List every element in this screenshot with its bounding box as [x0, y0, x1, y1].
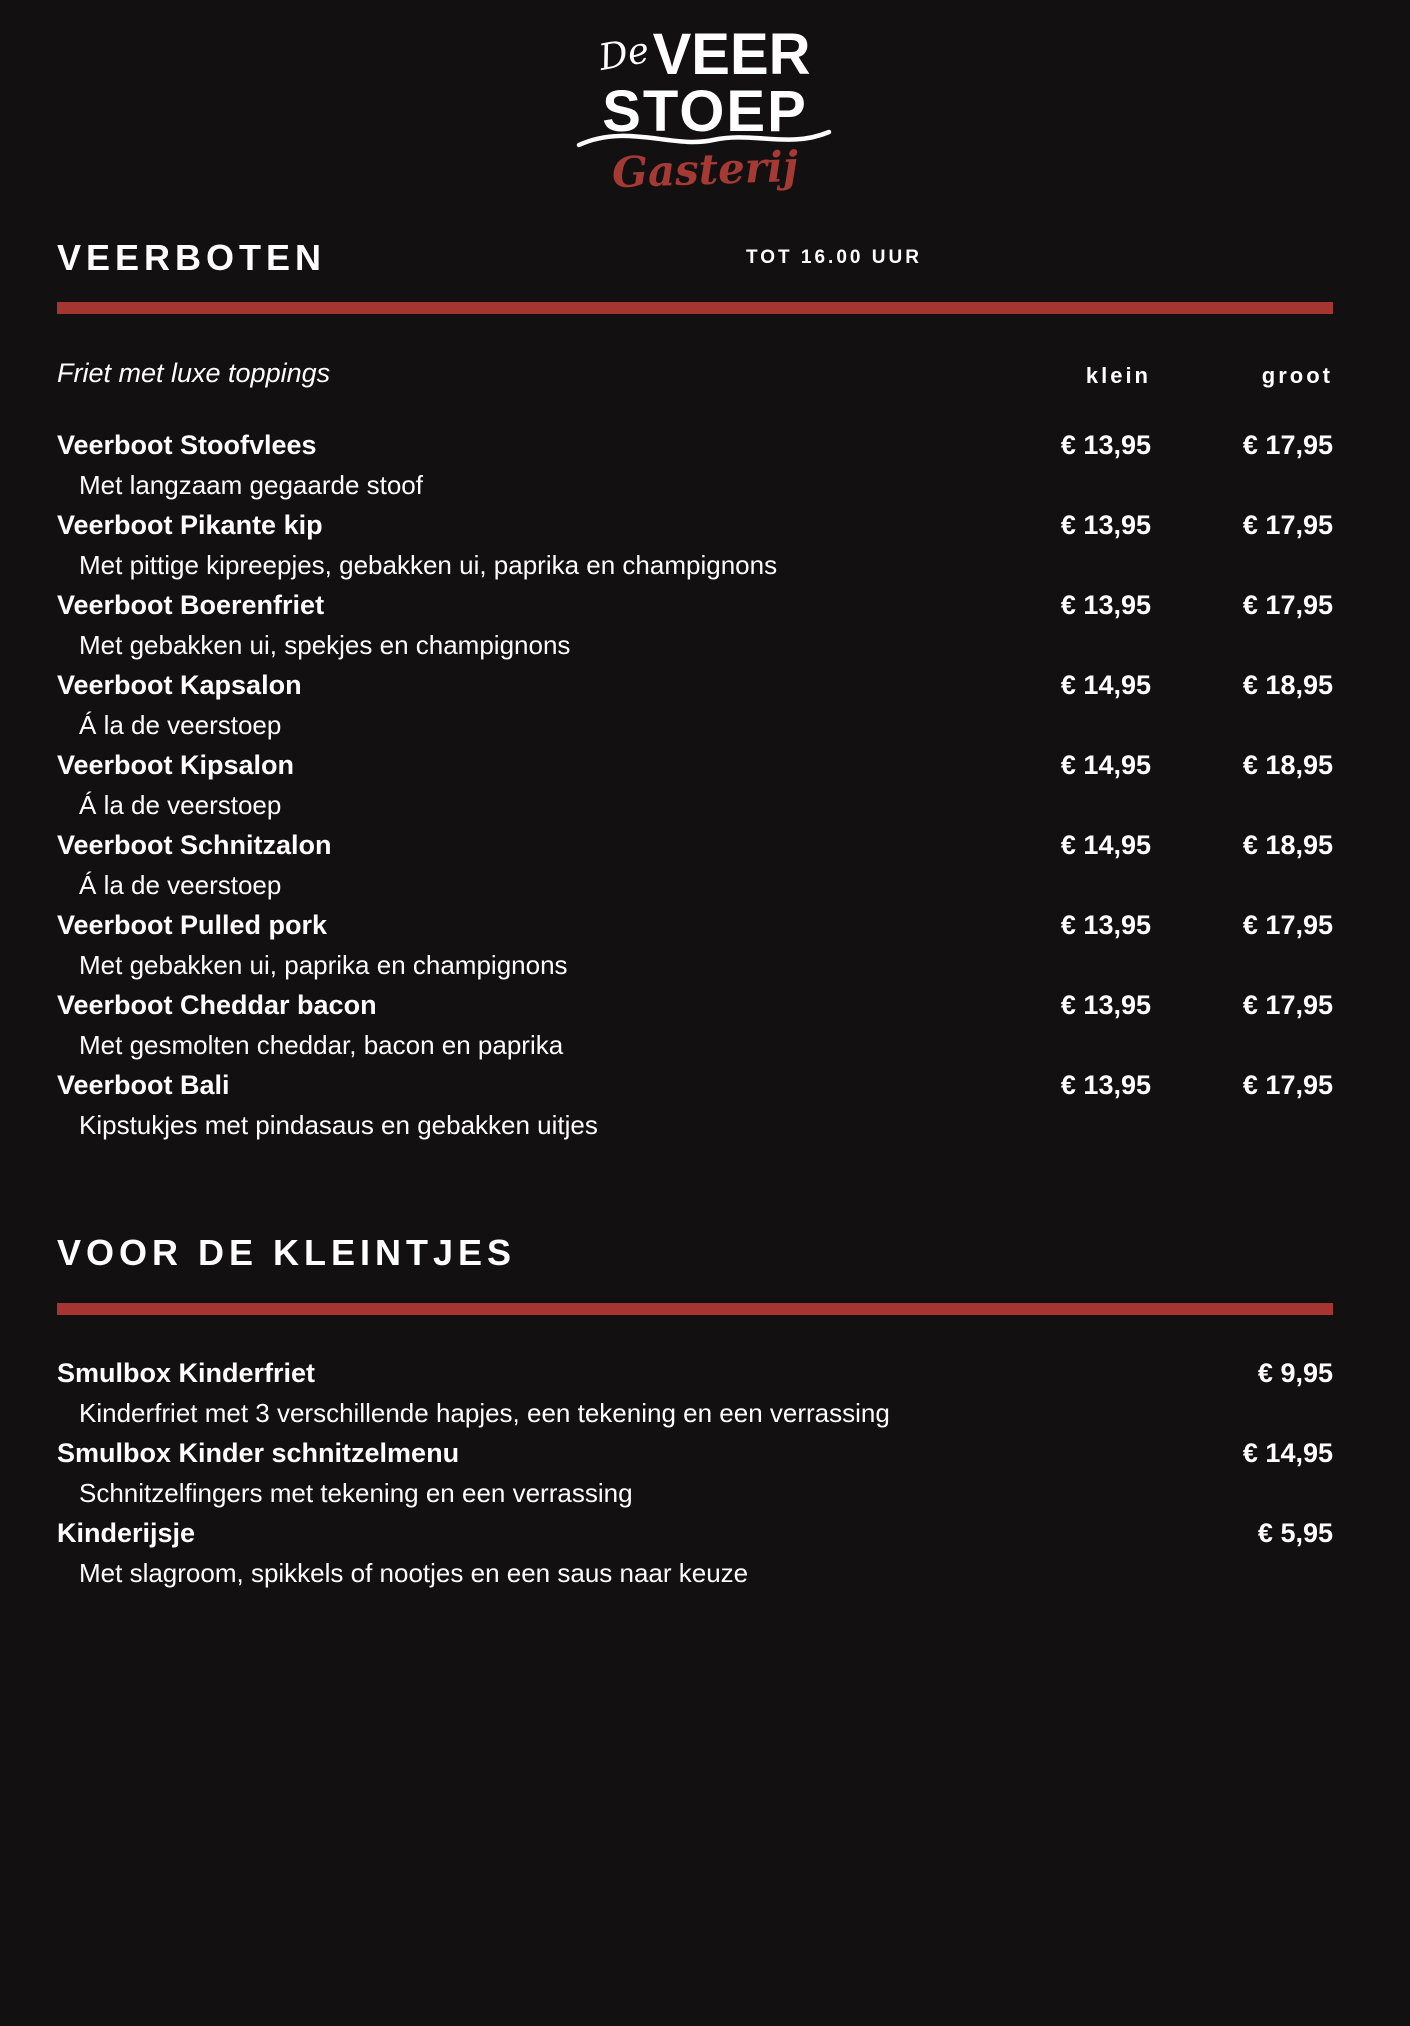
item-name: Veerboot Schnitzalon [57, 830, 332, 861]
logo-word-stoep: STOEP [602, 79, 808, 144]
section-title: VEERBOTEN [57, 237, 327, 279]
item-description: Á la de veerstoep [79, 790, 282, 821]
price-groot: € 17,95 [1242, 430, 1333, 461]
item-description: Met pittige kipreepjes, gebakken ui, paprika en champignons [79, 550, 778, 581]
price-groot: € 18,95 [1242, 670, 1333, 701]
section-divider [57, 1303, 1333, 1315]
veerboten-items-list [57, 425, 1333, 1145]
logo-prefix: De [596, 29, 653, 80]
menu-item [57, 745, 1333, 825]
price-groot: € 18,95 [1242, 830, 1333, 861]
item-name: Veerboot Stoofvlees [57, 430, 317, 461]
item-row [57, 1513, 1333, 1553]
kleintjes-items-list [57, 1353, 1333, 1593]
item-name: Smulbox Kinder schnitzelmenu [57, 1438, 460, 1469]
item-row [57, 1433, 1333, 1473]
item-name: Smulbox Kinderfriet [57, 1358, 316, 1389]
item-description: Met gebakken ui, spekjes en champignons [79, 630, 571, 661]
price-klein: € 14,95 [1060, 670, 1151, 701]
item-name: Veerboot Bali [57, 1070, 230, 1101]
column-header-klein: klein [1085, 363, 1151, 389]
price-klein: € 13,95 [1060, 910, 1151, 941]
item-row [57, 985, 1333, 1025]
item-row [57, 745, 1333, 785]
restaurant-logo [565, 22, 845, 198]
price-klein: € 13,95 [1060, 990, 1151, 1021]
item-description: Kipstukjes met pindasaus en gebakken uitjes [79, 1110, 598, 1141]
price-groot: € 18,95 [1242, 750, 1333, 781]
price-klein: € 14,95 [1060, 830, 1151, 861]
column-header-groot: groot [1261, 363, 1333, 389]
item-description: Kinderfriet met 3 verschillende hapjes, een tekening en een verrassing [79, 1398, 890, 1429]
item-row [57, 585, 1333, 625]
menu-page [0, 22, 1410, 2026]
price-groot: € 17,95 [1242, 590, 1333, 621]
menu-item [57, 905, 1333, 985]
item-description: Schnitzelfingers met tekening en een verrassing [79, 1478, 633, 1509]
menu-content [0, 238, 1410, 1593]
section-time-note: TOT 16.00 UUR [746, 247, 922, 269]
logo-word-veer: VEER [652, 22, 811, 87]
price-groot: € 17,95 [1242, 910, 1333, 941]
menu-subtitle: Friet met luxe toppings [57, 358, 331, 389]
item-name: Veerboot Cheddar bacon [57, 990, 377, 1021]
item-description: Met slagroom, spikkels of nootjes en een saus naar keuze [79, 1558, 749, 1589]
item-description: Met langzaam gegaarde stoof [79, 470, 423, 501]
price-klein: € 13,95 [1060, 430, 1151, 461]
price-klein: € 13,95 [1060, 510, 1151, 541]
price: € 5,95 [1257, 1518, 1333, 1549]
price-klein: € 13,95 [1060, 590, 1151, 621]
menu-item [57, 825, 1333, 905]
price: € 9,95 [1257, 1358, 1333, 1389]
item-description: Met gesmolten cheddar, bacon en paprika [79, 1030, 564, 1061]
menu-item [57, 1353, 1333, 1433]
section-kleintjes-header [57, 1233, 1333, 1273]
item-row [57, 665, 1333, 705]
price-groot: € 17,95 [1242, 990, 1333, 1021]
price-klein: € 14,95 [1060, 750, 1151, 781]
item-row [57, 1065, 1333, 1105]
item-name: Veerboot Boerenfriet [57, 590, 325, 621]
item-name: Kinderijsje [57, 1518, 196, 1549]
price-groot: € 17,95 [1242, 510, 1333, 541]
item-description: Á la de veerstoep [79, 870, 282, 901]
item-name: Veerboot Pulled pork [57, 910, 328, 941]
logo-subtitle: Gasterij [611, 141, 799, 198]
menu-item [57, 1433, 1333, 1513]
logo-top-line [565, 22, 845, 87]
item-row [57, 905, 1333, 945]
price-klein: € 13,95 [1060, 1070, 1151, 1101]
item-row [57, 825, 1333, 865]
item-description: Á la de veerstoep [79, 710, 282, 741]
item-name: Veerboot Kapsalon [57, 670, 302, 701]
column-headers-row [57, 358, 1333, 389]
menu-item [57, 1065, 1333, 1145]
item-description: Met gebakken ui, paprika en champignons [79, 950, 568, 981]
menu-item [57, 1513, 1333, 1593]
menu-item [57, 505, 1333, 585]
item-row [57, 505, 1333, 545]
section-title: VOOR DE KLEINTJES [57, 1232, 517, 1274]
section-veerboten-header [57, 238, 1333, 278]
item-row [57, 425, 1333, 465]
item-row [57, 1353, 1333, 1393]
menu-item [57, 665, 1333, 745]
menu-item [57, 985, 1333, 1065]
item-name: Veerboot Kipsalon [57, 750, 295, 781]
item-name: Veerboot Pikante kip [57, 510, 323, 541]
price: € 14,95 [1242, 1438, 1333, 1469]
section-divider [57, 302, 1333, 314]
wave-swoosh-icon [575, 119, 835, 153]
menu-item [57, 425, 1333, 505]
price-groot: € 17,95 [1242, 1070, 1333, 1101]
menu-item [57, 585, 1333, 665]
